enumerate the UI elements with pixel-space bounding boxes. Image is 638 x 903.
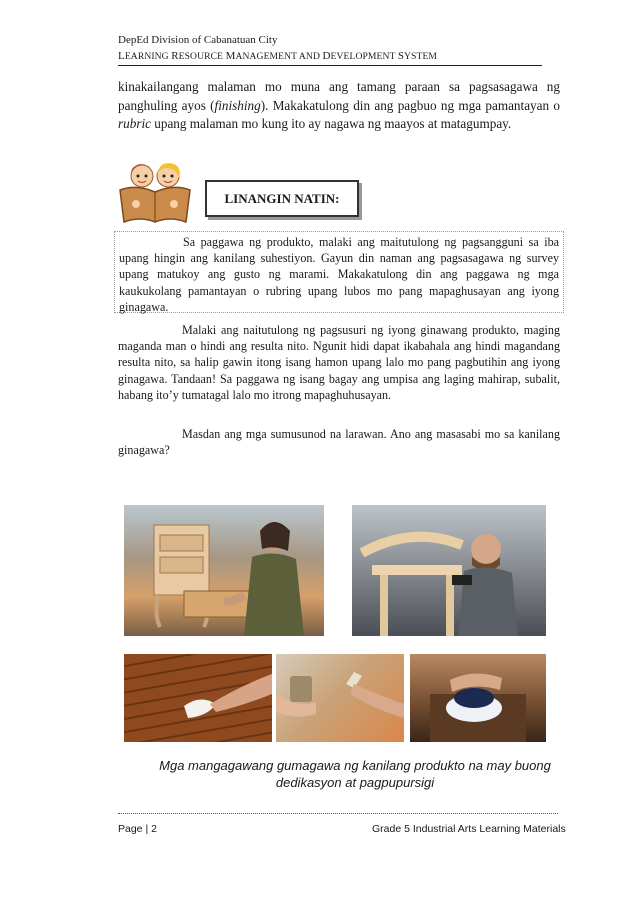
page-number: Page | 2 bbox=[118, 823, 157, 835]
paragraph-consultation: Sa paggawa ng produkto, malaki ang maitutulong ng pagsangguni sa iba upang hingin ang kanilang suhestiyon. Gayun din naman ang pagsasagawa ng survey upang matukoy ang gusto ng marami. Makakatulong din ang paggawa ng mga kaukukolang pamantayan o rubring upang lubos mo pang mapaghusayan ang iyong ginagawa. bbox=[119, 235, 559, 314]
caption-line-2: dedikasyon at pagpupursigi bbox=[275, 775, 435, 790]
photo-wiping-wood-finish bbox=[124, 654, 272, 742]
figure-caption bbox=[150, 757, 560, 791]
children-reading-book-illustration bbox=[116, 154, 194, 226]
paragraph-observe-pictures: Masdan ang mga sumusunod na larawan. Ano ang masasabi mo sa kanilang ginagawa? bbox=[118, 427, 560, 458]
header-divider bbox=[118, 65, 542, 66]
section-banner-title: LINANGIN NATIN: bbox=[224, 190, 340, 206]
section-banner bbox=[205, 180, 359, 217]
header-division: DepEd Division of Cabanatuan City bbox=[118, 34, 278, 46]
photo-man-building-chair bbox=[352, 505, 546, 636]
footer-divider bbox=[118, 813, 558, 814]
photo-power-sanding bbox=[410, 654, 546, 742]
paragraph-evaluation: Malaki ang naitutulong ng pagsusuri ng iyong ginawang produkto, maging maganda man o hindi ang resulta nito. Ngunit hidi dapat ikabahala ang hindi magandang resulta nito, sa halip gawin itong isang hamon upang lalo mo pang pagbutihin ang iyong ginagawa. Tandaan! Sa paggawa ng isang bagay ang umpisa ang laging mahirap, subalit, habang ito’y tumatagal lalo mo itrong mapaghuhusayan. bbox=[118, 323, 560, 402]
header-system-name: LEARNING RESOURCE MANAGEMENT AND DEVELOPMENT SYSTEM bbox=[118, 50, 438, 62]
intro-paragraph: kinakailangang malaman mo muna ang tamang paraan sa pagsasagawa ng panghuling ayos (finishing). Makakatulong din ang pagbuo ng mga pamantayan o rubric upang malaman mo kung ito ay nagawa ng maayos at matagumpay. bbox=[118, 79, 560, 132]
photo-brushing-varnish bbox=[276, 654, 404, 742]
photo-woman-sanding-furniture bbox=[124, 505, 324, 636]
footer-document-title: Grade 5 Industrial Arts Learning Materials bbox=[372, 823, 566, 835]
caption-line-1: Mga mangagawang gumagawa ng kanilang produkto na may buong bbox=[159, 758, 551, 773]
